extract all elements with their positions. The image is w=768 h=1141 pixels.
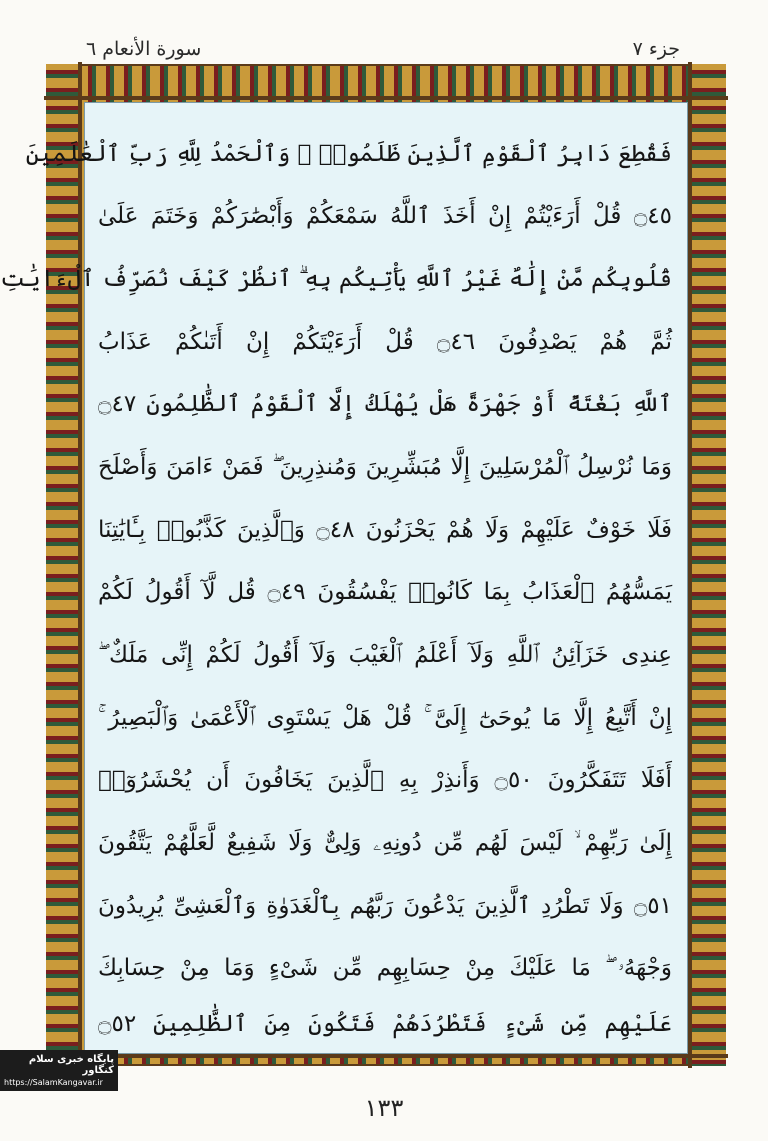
border-rule-left — [78, 62, 82, 1068]
verse-line-10: إِنْ أَتَّبِعُ إِلَّا مَا يُوحَىٰٓ إِلَىَّ ۚ قُلْ هَلْ يَسْتَوِى ٱلْأَعْمَىٰ وَٱلْبَصِيرُ ۚ — [98, 705, 672, 731]
juz-label: جزء ٧ — [632, 38, 680, 60]
watermark-badge — [0, 1050, 118, 1091]
verse-line-4: ثُمَّ هُمْ يَصْدِفُونَ ۝٤٦ قُلْ أَرَءَيْتَكُمْ إِنْ أَتَىٰكُمْ عَذَابُ — [98, 329, 673, 355]
verse-line-5: ٱللَّهِ بَغْتَةً أَوْ جَهْرَةً هَلْ يُهْلَكُ إِلَّا ٱلْقَوْمُ ٱلظَّٰلِمُونَ ۝٤٧ — [98, 391, 672, 417]
verse-line-11: أَفَلَا تَتَفَكَّرُونَ ۝٥٠ وَأَنذِرْ بِهِ ٱلَّذِينَ يَخَافُونَ أَن يُحْشَرُوٓا۟ — [98, 767, 672, 793]
verse-line-12: إِلَىٰ رَبِّهِمْ ۙ لَيْسَ لَهُم مِّن دُونِهِۦ وَلِىٌّ وَلَا شَفِيعٌ لَّعَلَّهُمْ يَتَّقُونَ — [98, 830, 672, 856]
verse-line-7: فَلَا خَوْفٌ عَلَيْهِمْ وَلَا هُمْ يَحْزَنُونَ ۝٤٨ وَٱلَّذِينَ كَذَّبُوا۟ بِـَٔايَٰتِنَا — [98, 517, 672, 543]
page-number: ١٣٣ — [364, 1094, 404, 1122]
verse-line-8: يَمَسُّهُمُ ٱلْعَذَابُ بِمَا كَانُوا۟ يَفْسُقُونَ ۝٤٩ قُل لَّآ أَقُولُ لَكُمْ — [98, 579, 672, 605]
border-rule-bottom — [44, 1054, 728, 1058]
watermark-title: پایگاه خبری سلام کنگاور — [28, 1054, 114, 1076]
verse-line-13: ۝٥١ وَلَا تَطْرُدِ ٱلَّذِينَ يَدْعُونَ رَبَّهُم بِٱلْغَدَوٰةِ وَٱلْعَشِىِّ يُرِيدُونَ — [98, 893, 672, 919]
ornamental-border-right — [692, 64, 726, 1066]
verse-line-15: عَلَيْهِم مِّن شَىْءٍ فَتَطْرُدَهُمْ فَتَكُونَ مِنَ ٱلظَّٰلِمِينَ ۝٥٢ — [98, 1011, 672, 1037]
verse-line-9: عِندِى خَزَآئِنُ ٱللَّهِ وَلَآ أَعْلَمُ ٱلْغَيْبَ وَلَآ أَقُولُ لَكُمْ إِنِّى مَلَكٌ ۖ — [98, 642, 672, 668]
verse-line-2: ۝٤٥ قُلْ أَرَءَيْتُمْ إِنْ أَخَذَ ٱللَّهُ سَمْعَكُمْ وَأَبْصَٰرَكُمْ وَخَتَمَ عَلَىٰ — [98, 203, 672, 229]
border-rule-right — [688, 62, 692, 1068]
border-rule-top — [44, 96, 728, 100]
verse-line-3: قُلُوبِكُم مَّنْ إِلَٰهٌ غَيْرُ ٱللَّهِ يَأْتِيكُم بِهِ ۗ ٱنظُرْ كَيْفَ نُصَرِّفُ ٱلْءَايَٰتِ — [0, 266, 672, 292]
verse-line-14: وَجْهَهُۥ ۖ مَا عَلَيْكَ مِنْ حِسَابِهِم مِّن شَىْءٍ وَمَا مِنْ حِسَابِكَ — [98, 955, 672, 981]
watermark-url: https://SalamKangavar.ir — [4, 1078, 103, 1087]
verse-line-1: فَقُطِعَ دَابِرُ ٱلْقَوْمِ ٱلَّذِينَ ظَلَمُوا۟ ۚ وَٱلْحَمْدُ لِلَّهِ رَبِّ ٱلْعَٰلَمِينَ — [25, 141, 672, 167]
ornamental-border-left — [46, 64, 80, 1066]
verse-line-6: وَمَا نُرْسِلُ ٱلْمُرْسَلِينَ إِلَّا مُبَشِّرِينَ وَمُنذِرِينَ ۖ فَمَنْ ءَامَنَ وَأَصْلَحَ — [98, 454, 672, 480]
surah-label: سورة الأنعام ٦ — [86, 38, 202, 60]
